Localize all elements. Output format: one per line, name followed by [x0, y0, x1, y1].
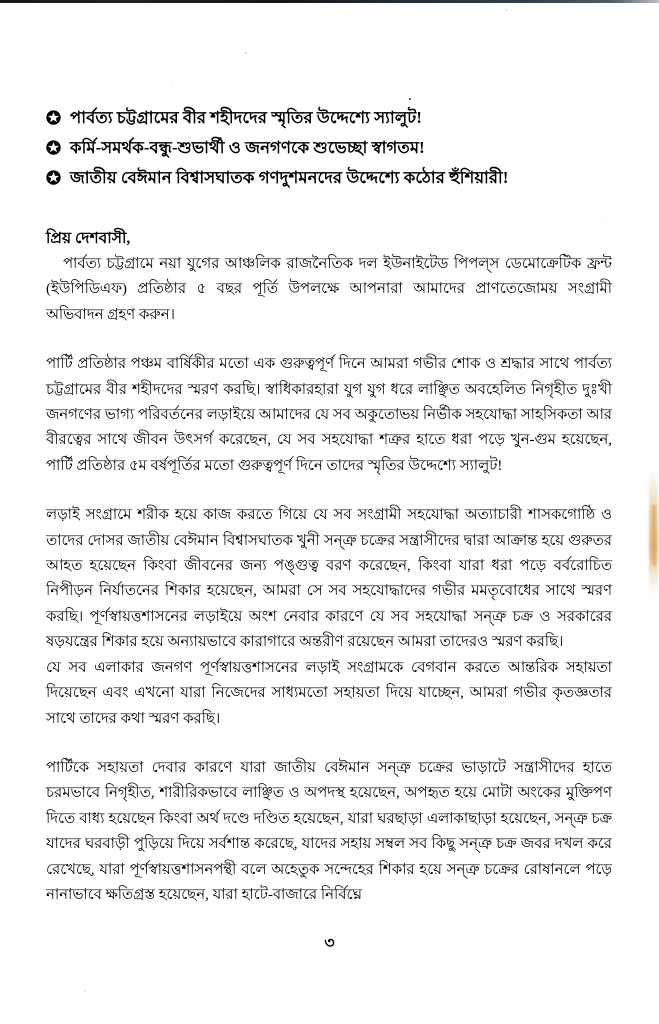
scan-stain-artifact-core — [652, 505, 656, 565]
body-text — [46, 252, 612, 908]
slogan-text: পার্বত্য চট্টগ্রামের বীর শহীদদের স্মৃতির উদ্দেশ্যে স্যালুট! — [70, 108, 422, 127]
slogan-item — [46, 134, 612, 161]
star-in-circle-icon — [46, 170, 61, 185]
scan-speck — [409, 98, 411, 100]
paragraph: পার্বত্য চট্টগ্রামে নয়া যুগের আঞ্চলিক রাজনৈতিক দল ইউনাইটেড পিপল্স ডেমোক্রেটিক ফ্রন্ট (ইউপিডিএফ) প্রতিষ্ঠার ৫ বছর পূর্তি উপলক্ষে আপনারা আমাদের প্রাণতেজোময় সংগ্রামী অভিবাদন গ্রহণ করুন। — [46, 256, 612, 323]
star-in-circle-icon — [46, 110, 61, 125]
slogan-text: জাতীয় বেঈমান বিশ্বাসঘাতক গণদুশমনদের উদ্দেশ্যে কঠোর হুঁশিয়ারী! — [70, 168, 509, 187]
star-in-circle-icon — [46, 140, 61, 155]
scan-speck — [245, 52, 247, 54]
slogan-list — [46, 104, 612, 194]
paragraph: পার্টিকে সহায়তা দেবার কারণে যারা জাতীয় বেঈমান সন্ত্রু চক্রের ভাড়াটে সন্ত্রাসীদের হাতে চরমভাবে নিগৃহীত, শারীরিকভাবে লাঞ্ছিত ও অপদস্থ হয়েছেন, অপহৃত হয়ে মোটা অংকের মুক্তিপণ দিতে বাধ্য হয়েছেন কিংবা অর্থ দণ্ডে দণ্ডিত হয়েছেন, যারা ঘরছাড়া এলাকাছাড়া হয়েছেন, সন্ত্রু চক্র যাদের ঘরবাড়ী পুড়িয়ে দিয়ে সর্বশান্ত করেছে, যাদের সহায় সম্বল সব কিছু সন্ত্রু চক্র জবর দখল করে রেখেছে, যারা পূর্ণস্বায়ত্তশাসনপন্থী বলে অহেতুক সন্দেহের শিকার হয়ে সন্ত্রু চক্রের রোষানলে পড়ে নানাভাবে ক্ষতিগ্রস্ত হয়েছেন, যারা হাটে-বাজারে নির্বিঘ্নে — [46, 759, 612, 903]
slogan-text: কর্মি-সমর্থক-বন্ধু-শুভার্থী ও জনগণকে শুভেচ্ছা স্বাগতম! — [70, 138, 425, 157]
slogan-item — [46, 164, 612, 191]
scan-speck — [172, 82, 173, 83]
paragraph: যে সব এলাকার জনগণ পূর্ণস্বায়ত্তশাসনের লড়াই সংগ্রামকে বেগবান করতে আন্তরিক সহায়তা দিয়েছেন এবং এখনো যারা নিজেদের সাধ্যমতো সহায়তা দিয়ে যাচ্ছেন, আমরা গভীর কৃতজ্ঞতার সাথে তাদের কথা স্মরণ করছি। — [46, 659, 612, 727]
scan-speck — [506, 9, 507, 11]
page-number: ৩ — [324, 935, 335, 952]
scan-speck — [602, 222, 603, 223]
paragraph: পার্টি প্রতিষ্ঠার পঞ্চম বার্ষিকীর মতো এক গুরুত্বপূর্ণ দিনে আমরা গভীর শোক ও শ্রদ্ধার সাথে পার্বত্য চট্টগ্রামের বীর শহীদদের স্মরণ করছি। স্বাধিকারহারা যুগ যুগ ধরে লাঞ্ছিত অবহেলিত নিগৃহীত দুঃখী জনগণের ভাগ্য পরিবর্তনের লড়াইয়ে আমাদের যে সব অকুতোভয় নির্ভীক সহযোদ্ধা সাহসিকতা আর বীরত্বের সাথে জীবন উৎসর্গ করেছেন, যে সব সহযোদ্ধা শত্রুর হাতে ধরা পড়ে খুন-গুম হয়েছেন, পার্টি প্রতিষ্ঠার ৫ম বর্ষপূর্তির মতো গুরুত্বপূর্ণ দিনে তাদের স্মৃতির উদ্দেশ্যে স্যালুট! — [46, 356, 612, 474]
scan-speck — [84, 990, 86, 992]
paragraph: লড়াই সংগ্রামে শরীক হয়ে কাজ করতে গিয়ে যে সব সংগ্রামী সহযোদ্ধা অত্যাচারী শাসকগোষ্ঠি ও তাদের দোসর জাতীয় বেঈমান বিশ্বাসঘাতক খুনী সন্ত্রু চক্রের সন্ত্রাসীদের দ্বারা আক্রান্ত হয়ে গুরুতর আহত হয়েছেন কিংবা জীবনের জন্য পঙ্গুত্ব বরণ করেছেন, কিংবা যারা ধরা পড়ে বর্বরোচিত নিপীড়ন নির্যাতনের শিকার হয়েছেন, আমরা সে সব সহযোদ্ধাদের গভীর মমতৃবোধের সাথে স্মরণ করছি। পূর্ণস্বায়ত্তশাসনের লড়াইয়ে অংশ নেবার কারণে যে সব সহযোদ্ধা সন্ত্রু চক্র ও সরকারের ষড়যন্ত্রের শিকার হয়ে অন্যায়ভাবে কারাগারে অন্তরীণ রয়েছেন আমরা তাদেরও স্মরণ করছি। — [46, 507, 612, 651]
scan-top-edge-artifact — [0, 0, 659, 3]
salutation: প্রিয় দেশবাসী, — [46, 230, 131, 247]
slogan-item — [46, 104, 612, 131]
